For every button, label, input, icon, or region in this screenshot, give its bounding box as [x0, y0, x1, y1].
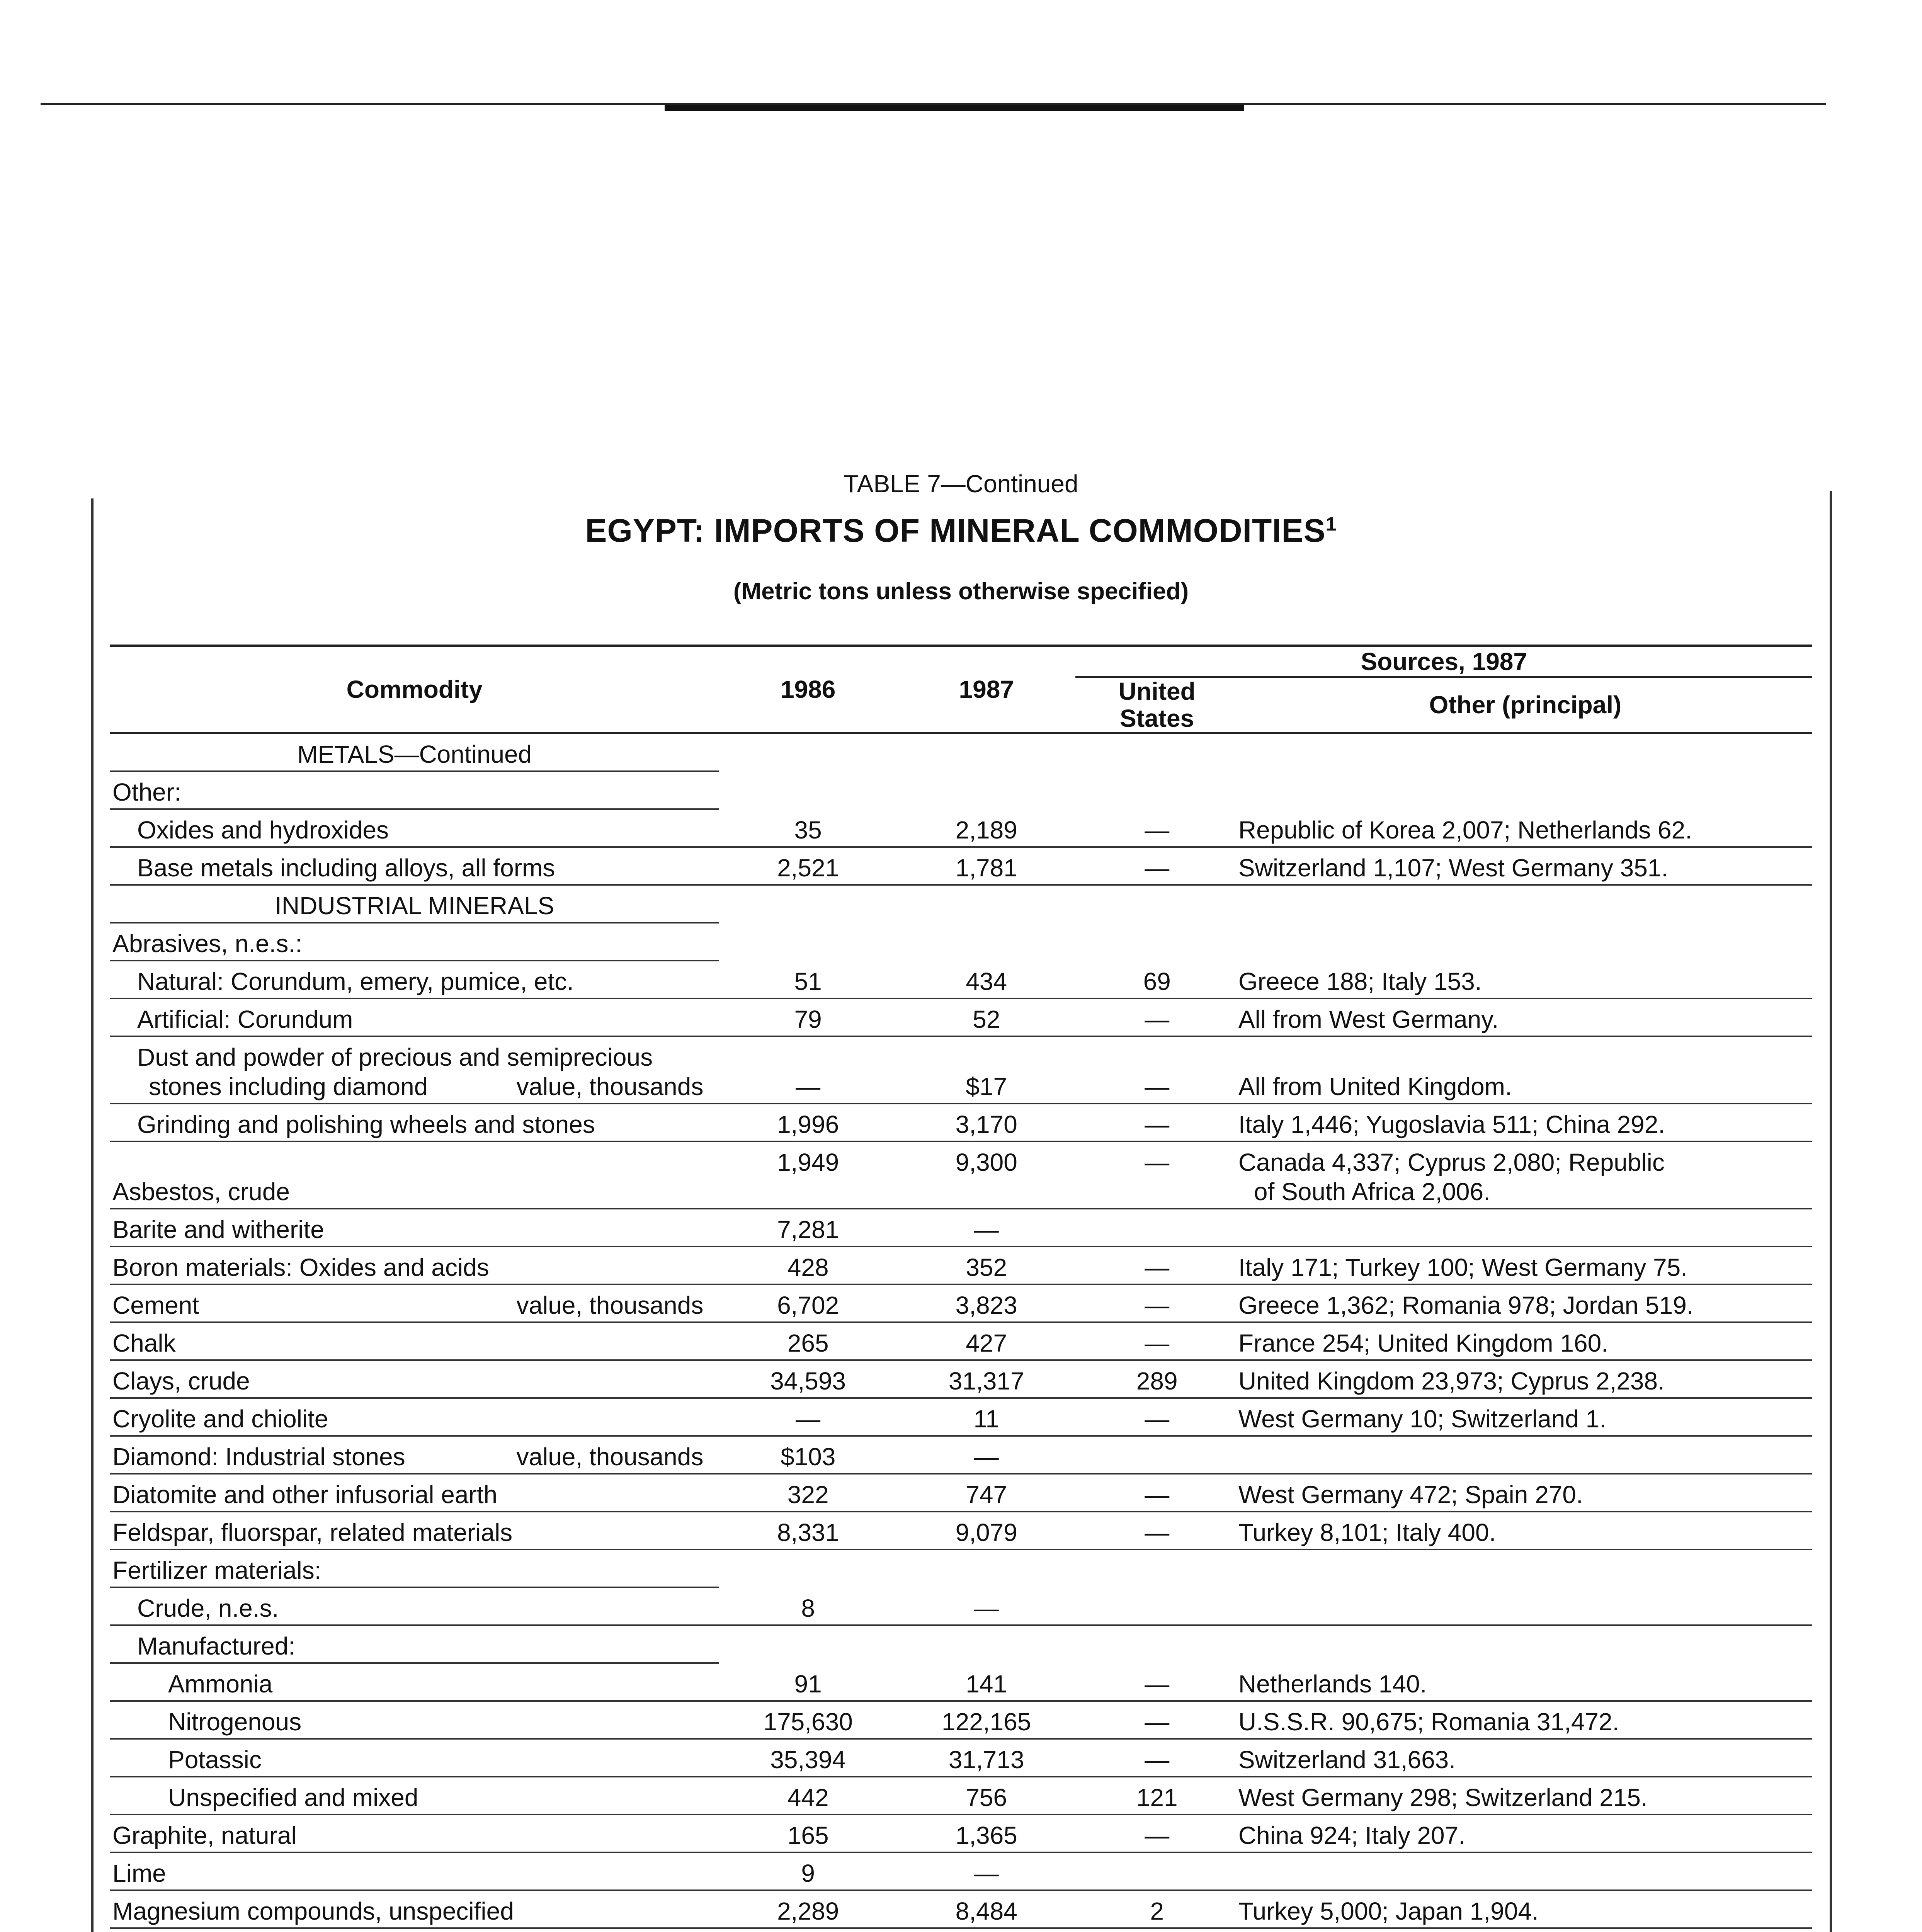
commodity-label-text: Artificial: Corundum: [137, 1005, 353, 1033]
commodity-cell: [110, 1104, 719, 1141]
col-header-sources: Sources, 1987: [1075, 647, 1812, 677]
other-sources-cell: [1238, 1739, 1812, 1777]
unit-label: value, thousands: [516, 1443, 704, 1471]
value-united-states: [1075, 1549, 1238, 1587]
table-row: [110, 1852, 1812, 1890]
value-1987: 434: [897, 961, 1076, 998]
value-1987: 747: [897, 1474, 1076, 1512]
value-1987: 9,300: [897, 1141, 1076, 1209]
value-1986: 428: [719, 1247, 897, 1284]
table-label: TABLE 7—Continued: [844, 470, 1078, 498]
other-sources-cell: [1238, 1777, 1812, 1815]
other-sources-cell: [1238, 1549, 1812, 1587]
commodity-label: [110, 1783, 719, 1812]
commodity-label-text: Cement: [112, 1291, 199, 1319]
table-row: [110, 998, 1812, 1036]
value-1987: 1,781: [897, 847, 1076, 885]
commodity-label-text: Manufactured:: [137, 1632, 296, 1660]
table-row: [110, 1209, 1812, 1247]
value-united-states: 121: [1075, 1777, 1238, 1815]
other-sources-text: West Germany 298; Switzerland 215.: [1238, 1784, 1648, 1811]
value-united-states: [1075, 923, 1238, 961]
other-sources-cell: [1238, 998, 1812, 1036]
col-header-1986: 1986: [780, 675, 836, 703]
commodity-label-text: Lime: [112, 1859, 166, 1887]
commodity-label: [110, 1556, 719, 1585]
other-sources-cell: [1238, 1890, 1812, 1928]
col-header-us-line1: United: [1118, 677, 1196, 705]
commodity-label-text: Asbestos, crude: [112, 1178, 290, 1206]
commodity-cell: [110, 1625, 719, 1663]
table-row: [110, 847, 1812, 885]
commodity-label-text: Diamond: Industrial stones: [112, 1443, 405, 1471]
table-row: [110, 1104, 1812, 1141]
commodity-label: [110, 1366, 719, 1396]
table-row: [110, 1512, 1812, 1549]
other-sources-text: Greece 188; Italy 153.: [1238, 968, 1482, 995]
table-row: [110, 1322, 1812, 1360]
value-1986: 79: [719, 998, 897, 1036]
group-row: [110, 1928, 1812, 1932]
group-row: [110, 1625, 1812, 1663]
value-1986: [719, 923, 897, 961]
value-1986: 1,949: [719, 1141, 897, 1209]
other-sources-cell: [1238, 1474, 1812, 1512]
other-sources-cell: [1238, 1322, 1812, 1360]
value-1986: 442: [719, 1777, 897, 1815]
value-united-states: —: [1075, 1701, 1238, 1739]
group-row: [110, 771, 1812, 809]
imports-table: [110, 645, 1812, 1932]
value-united-states: —: [1075, 1141, 1238, 1209]
commodity-label: [110, 1215, 719, 1244]
value-1986: 35: [719, 809, 897, 847]
other-sources-cell: [1238, 1209, 1812, 1247]
value-united-states: —: [1075, 1663, 1238, 1701]
value-1986: 35,394: [719, 1739, 897, 1777]
value-united-states: —: [1075, 1247, 1238, 1284]
other-sources-text: Greece 1,362; Romania 978; Jordan 519.: [1238, 1291, 1694, 1319]
commodity-cell: [110, 1398, 719, 1436]
value-1986: —: [719, 1398, 897, 1436]
table-row: [110, 1663, 1812, 1701]
table-row: [110, 1777, 1812, 1815]
value-united-states: —: [1075, 1036, 1238, 1104]
value-1986: 2,521: [719, 847, 897, 885]
other-sources-cell: [1238, 961, 1812, 998]
value-1987: 9,079: [897, 1512, 1076, 1549]
other-sources-text: Italy 1,446; Yugoslavia 511; China 292.: [1238, 1111, 1665, 1138]
commodity-cell: [110, 1890, 719, 1928]
commodity-label-text: Natural: Corundum, emery, pumice, etc.: [137, 968, 574, 995]
commodity-cell: [110, 1587, 719, 1625]
commodity-label: [110, 1821, 719, 1850]
value-united-states: [1075, 1928, 1238, 1932]
other-sources-text: Canada 4,337; Cyprus 2,080; Republic: [1238, 1148, 1665, 1176]
other-sources-cell: [1238, 1247, 1812, 1284]
commodity-label-text: Abrasives, n.e.s.:: [112, 930, 302, 957]
value-1986: 8: [719, 1587, 897, 1625]
value-united-states: 289: [1075, 1360, 1238, 1398]
other-sources-cell: [1238, 771, 1812, 809]
commodity-cell: [110, 1247, 719, 1284]
commodity-label: [110, 1253, 719, 1282]
top-rule-thick: [665, 105, 1244, 111]
other-sources-text: Turkey 5,000; Japan 1,904.: [1238, 1897, 1539, 1925]
value-united-states: [1075, 1587, 1238, 1625]
value-united-states: —: [1075, 1398, 1238, 1436]
commodity-cell: [110, 1360, 719, 1398]
commodity-label-text: Base metals including alloys, all forms: [137, 854, 555, 882]
value-1986: 91: [719, 1663, 897, 1701]
commodity-cell: [110, 809, 719, 847]
value-1986: [719, 1928, 897, 1932]
commodity-label: [110, 1442, 719, 1471]
commodity-cell: [110, 1512, 719, 1549]
commodity-cell: [110, 885, 719, 923]
commodity-label-line1: Dust and powder of precious and semiprecious: [137, 1043, 653, 1071]
value-1986: [719, 1625, 897, 1663]
commodity-label: [110, 1480, 719, 1509]
value-1987: 352: [897, 1247, 1076, 1284]
commodity-cell: [110, 1815, 719, 1852]
value-united-states: [1075, 1852, 1238, 1890]
commodity-cell: [110, 1322, 719, 1360]
table-row: [110, 1141, 1812, 1209]
value-1987: 3,823: [897, 1284, 1076, 1322]
commodity-label: [110, 1177, 719, 1206]
commodity-label-text: Boron materials: Oxides and acids: [112, 1253, 489, 1281]
commodity-label-text: Magnesium compounds, unspecified: [112, 1897, 514, 1925]
other-sources-cell: [1238, 1815, 1812, 1852]
commodity-label-text: Feldspar, fluorspar, related materials: [112, 1519, 513, 1546]
section-row: [110, 885, 1812, 923]
value-1987: 3,170: [897, 1104, 1076, 1141]
table-body: [110, 733, 1812, 1932]
commodity-label: [110, 1005, 719, 1034]
other-sources-cell: [1238, 1141, 1812, 1209]
col-header-1987: 1987: [959, 675, 1014, 703]
commodity-label: [110, 1043, 719, 1101]
commodity-label: [110, 1859, 719, 1888]
commodity-cell: [110, 1549, 719, 1587]
commodity-label-text: Potassic: [168, 1746, 262, 1774]
value-united-states: [1075, 1625, 1238, 1663]
other-sources-cell: [1238, 1360, 1812, 1398]
commodity-label-text: Clays, crude: [112, 1367, 250, 1395]
value-1987: 31,713: [897, 1739, 1076, 1777]
value-1986: 165: [719, 1815, 897, 1852]
commodity-label: [110, 1669, 719, 1699]
value-1987: 427: [897, 1322, 1076, 1360]
table-row: [110, 1815, 1812, 1852]
commodity-label-line2: stones including diamond: [149, 1073, 428, 1100]
other-sources-cell: [1238, 885, 1812, 923]
commodity-cell: [110, 1036, 719, 1104]
commodity-cell: [110, 923, 719, 961]
value-1987: [897, 885, 1076, 923]
commodity-label-text: Barite and witherite: [112, 1216, 324, 1243]
other-sources-text: Republic of Korea 2,007; Netherlands 62.: [1238, 816, 1692, 844]
other-sources-cell: [1238, 1104, 1812, 1141]
commodity-label: [110, 929, 719, 958]
commodity-label-text: Diatomite and other infusorial earth: [112, 1481, 498, 1509]
commodity-label: [110, 853, 719, 883]
value-united-states: [1075, 733, 1238, 771]
commodity-cell: [110, 771, 719, 809]
value-1986: 322: [719, 1474, 897, 1512]
value-1986: 1,996: [719, 1104, 897, 1141]
col-header-commodity: Commodity: [346, 675, 483, 703]
table-row: [110, 1247, 1812, 1284]
table-subtitle: (Metric tons unless otherwise specified): [733, 578, 1189, 605]
value-1987: 31,317: [897, 1360, 1076, 1398]
other-sources-text: Netherlands 140.: [1238, 1670, 1427, 1698]
other-sources-text: U.S.S.R. 90,675; Romania 31,472.: [1238, 1708, 1619, 1736]
table-title-text: EGYPT: IMPORTS OF MINERAL COMMODITIES: [585, 512, 1326, 549]
commodity-label: [110, 815, 719, 845]
commodity-label-text: Cryolite and chiolite: [112, 1405, 328, 1433]
commodity-label-text: Other:: [112, 778, 181, 806]
commodity-label: [110, 1745, 719, 1774]
commodity-label: [110, 1328, 719, 1358]
other-sources-cell: [1238, 1928, 1812, 1932]
commodity-cell: [110, 1209, 719, 1247]
other-sources-text: Italy 171; Turkey 100; West Germany 75.: [1238, 1253, 1687, 1281]
other-sources-cell: [1238, 1701, 1812, 1739]
value-1986: 51: [719, 961, 897, 998]
value-united-states: —: [1075, 1284, 1238, 1322]
col-header-united-states: [1075, 677, 1238, 732]
table-row: [110, 1587, 1812, 1625]
value-1987: —: [897, 1436, 1076, 1474]
value-1986: 34,593: [719, 1360, 897, 1398]
section-heading: METALS—Continued: [297, 740, 532, 768]
table-row: [110, 1739, 1812, 1777]
other-sources-text: China 924; Italy 207.: [1238, 1821, 1465, 1849]
commodity-label-text: Chalk: [112, 1329, 176, 1357]
commodity-cell: [110, 1928, 719, 1932]
other-sources-cell: [1238, 1398, 1812, 1436]
unit-label: value, thousands: [516, 1291, 704, 1319]
value-1986: 6,702: [719, 1284, 897, 1322]
commodity-label: [110, 1518, 719, 1547]
commodity-cell: [110, 1474, 719, 1512]
other-sources-cell: [1238, 1436, 1812, 1474]
commodity-cell: [110, 1777, 719, 1815]
other-sources-text: Switzerland 31,663.: [1238, 1746, 1456, 1774]
value-1986: —: [719, 1036, 897, 1104]
value-1987: —: [897, 1852, 1076, 1890]
commodity-label-text: Nitrogenous: [168, 1708, 302, 1736]
value-1987: 141: [897, 1663, 1076, 1701]
value-united-states: —: [1075, 1104, 1238, 1141]
other-sources-cell: [1238, 1663, 1812, 1701]
value-1986: 8,331: [719, 1512, 897, 1549]
commodity-label: [110, 1404, 719, 1434]
value-united-states: 69: [1075, 961, 1238, 998]
value-1987: —: [897, 1587, 1076, 1625]
value-united-states: 2: [1075, 1890, 1238, 1928]
commodity-cell: [110, 1739, 719, 1777]
table-row: [110, 1398, 1812, 1436]
other-sources-cell: [1238, 733, 1812, 771]
commodity-label: [110, 777, 719, 807]
commodity-cell: [110, 1141, 719, 1209]
table-row: [110, 1890, 1812, 1928]
other-sources-text: Turkey 8,101; Italy 400.: [1238, 1519, 1496, 1546]
value-1986: [719, 885, 897, 923]
other-sources-cell: [1238, 1512, 1812, 1549]
value-1987: [897, 1625, 1076, 1663]
value-1987: 8,484: [897, 1890, 1076, 1928]
other-sources-text: United Kingdom 23,973; Cyprus 2,238.: [1238, 1367, 1665, 1395]
table-row: [110, 1701, 1812, 1739]
other-sources-cell: [1238, 1284, 1812, 1322]
commodity-cell: [110, 1284, 719, 1322]
commodity-cell: [110, 1852, 719, 1890]
other-sources-cell: [1238, 923, 1812, 961]
other-sources-cell: [1238, 847, 1812, 885]
value-1987: 122,165: [897, 1701, 1076, 1739]
other-sources-cell: [1238, 1587, 1812, 1625]
commodity-label: [110, 1896, 719, 1926]
section-row: [110, 733, 1812, 771]
margin-line-left: [91, 498, 94, 1932]
value-1987: 1,365: [897, 1815, 1076, 1852]
commodity-label: [110, 1707, 719, 1736]
commodity-label: [110, 967, 719, 996]
value-1987: 52: [897, 998, 1076, 1036]
table-row: [110, 961, 1812, 998]
other-sources-cell: [1238, 809, 1812, 847]
commodity-cell: [110, 1663, 719, 1701]
other-sources-text: All from West Germany.: [1238, 1005, 1499, 1033]
other-sources-cell: [1238, 1036, 1812, 1104]
other-sources-cell: [1238, 1625, 1812, 1663]
value-united-states: [1075, 771, 1238, 809]
commodity-label-text: Ammonia: [168, 1670, 273, 1698]
commodity-label: [110, 1291, 719, 1320]
commodity-label: [110, 1594, 719, 1623]
commodity-label-text: Unspecified and mixed: [168, 1784, 418, 1811]
commodity-label-text: Grinding and polishing wheels and stones: [137, 1111, 595, 1138]
section-heading: INDUSTRIAL MINERALS: [275, 892, 554, 920]
commodity-label-text: Oxides and hydroxides: [137, 816, 389, 844]
value-1987: 756: [897, 1777, 1076, 1815]
value-united-states: —: [1075, 809, 1238, 847]
table-row: [110, 1436, 1812, 1474]
other-sources-cell: [1238, 1852, 1812, 1890]
value-1987: [897, 1928, 1076, 1932]
commodity-cell: [110, 847, 719, 885]
value-1986: 7,281: [719, 1209, 897, 1247]
value-1987: 11: [897, 1398, 1076, 1436]
col-header-us-line2: States: [1120, 704, 1194, 732]
table-row: [110, 1284, 1812, 1322]
table-title: [0, 512, 1922, 549]
commodity-label: [110, 1110, 719, 1139]
value-1986: 9: [719, 1852, 897, 1890]
group-row: [110, 1549, 1812, 1587]
commodity-label: [110, 1631, 719, 1661]
value-united-states: —: [1075, 1322, 1238, 1360]
commodity-cell: [110, 998, 719, 1036]
title-footnote-mark: 1: [1325, 513, 1337, 535]
commodity-label-text: Graphite, natural: [112, 1821, 297, 1849]
col-header-other: Other (principal): [1429, 691, 1622, 719]
value-united-states: [1075, 1436, 1238, 1474]
value-1986: 2,289: [719, 1890, 897, 1928]
value-united-states: —: [1075, 1474, 1238, 1512]
value-1986: 175,630: [719, 1701, 897, 1739]
value-1987: [897, 1549, 1076, 1587]
value-united-states: —: [1075, 847, 1238, 885]
other-sources-text: All from United Kingdom.: [1238, 1073, 1512, 1100]
table-row: [110, 1036, 1812, 1104]
value-united-states: —: [1075, 1512, 1238, 1549]
value-1986: [719, 1549, 897, 1587]
other-sources-text: West Germany 472; Spain 270.: [1238, 1481, 1583, 1509]
value-1987: $17: [897, 1036, 1076, 1104]
unit-label: value, thousands: [516, 1073, 704, 1100]
value-1987: —: [897, 1209, 1076, 1247]
value-1986: $103: [719, 1436, 897, 1474]
value-united-states: [1075, 1209, 1238, 1247]
group-row: [110, 923, 1812, 961]
commodity-label-text: Fertilizer materials:: [112, 1556, 321, 1584]
other-sources-text-line2: of South Africa 2,006.: [1254, 1178, 1490, 1206]
value-1986: [719, 771, 897, 809]
commodity-cell: [110, 961, 719, 998]
commodity-label-text: Crude, n.e.s.: [137, 1594, 279, 1622]
commodity-cell: [110, 733, 719, 771]
other-sources-text: France 254; United Kingdom 160.: [1238, 1329, 1608, 1357]
value-1987: 2,189: [897, 809, 1076, 847]
commodity-cell: [110, 1701, 719, 1739]
margin-line-right: [1830, 491, 1832, 1932]
value-united-states: [1075, 885, 1238, 923]
value-1987: [897, 733, 1076, 771]
value-united-states: —: [1075, 1739, 1238, 1777]
other-sources-text: West Germany 10; Switzerland 1.: [1238, 1405, 1606, 1433]
value-1986: [719, 733, 897, 771]
value-1987: [897, 923, 1076, 961]
value-united-states: —: [1075, 998, 1238, 1036]
commodity-cell: [110, 1436, 719, 1474]
table-row: [110, 1360, 1812, 1398]
table-row: [110, 809, 1812, 847]
value-1987: [897, 771, 1076, 809]
value-united-states: —: [1075, 1815, 1238, 1852]
other-sources-text: Switzerland 1,107; West Germany 351.: [1238, 854, 1669, 882]
table-row: [110, 1474, 1812, 1512]
value-1986: 265: [719, 1322, 897, 1360]
